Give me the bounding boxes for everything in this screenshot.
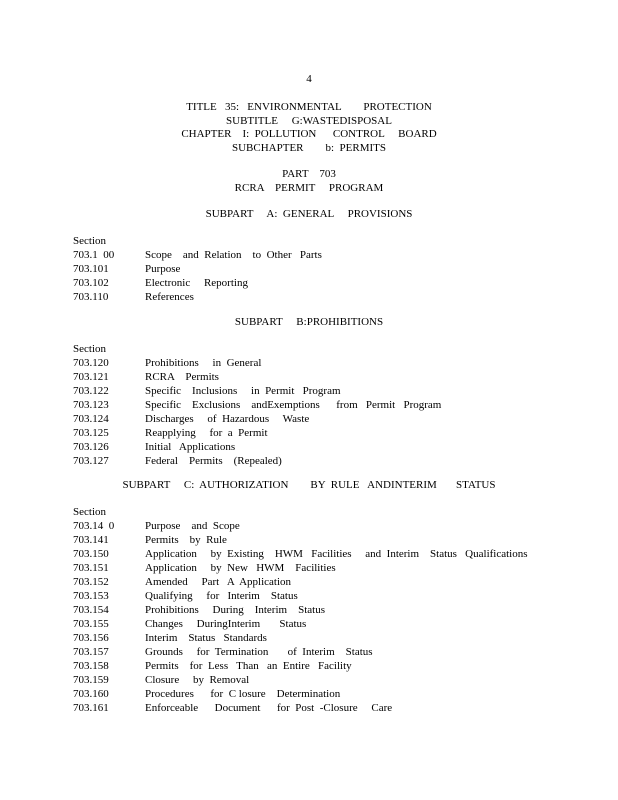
section-title: Purpose and Scope (145, 520, 240, 532)
section-title: Grounds for Termination of Interim Status (145, 646, 373, 658)
part-line: PART 703 (282, 168, 336, 180)
section-number: 703.150 (73, 548, 109, 560)
section-number: 703.156 (73, 632, 109, 644)
section-title: Reapplying for a Permit (145, 427, 268, 439)
title-line: TITLE 35: ENVIRONMENTAL PROTECTION (186, 101, 432, 113)
section-title: Closure by Removal (145, 674, 250, 686)
section-number: 703.121 (73, 371, 109, 383)
section-title: Application by Existing HWM Facilities and Interim Status Qualifications (145, 548, 528, 560)
section-title: Purpose (145, 263, 181, 275)
section-column-label: Section (73, 506, 106, 518)
section-number: 703.126 (73, 441, 109, 453)
section-title: Permits for Less Than an Entire Facility (145, 660, 352, 672)
section-title: Enforceable Document for Post -Closure Care (145, 702, 393, 714)
section-title: Initial Applications (145, 441, 236, 453)
section-title: Specific Exclusions andExemptions from Permit Program (145, 399, 442, 411)
section-number: 703.152 (73, 576, 109, 588)
section-number: 703.125 (73, 427, 109, 439)
section-number: 703.155 (73, 618, 109, 630)
section-number: 703.124 (73, 413, 109, 425)
section-number: 703.157 (73, 646, 109, 658)
section-number: 703.158 (73, 660, 109, 672)
section-number: 703.151 (73, 562, 109, 574)
section-number: 703.159 (73, 674, 109, 686)
section-number: 703.110 (73, 291, 109, 303)
subpart-heading: SUBPART A: GENERAL PROVISIONS (205, 208, 413, 220)
section-title: RCRA Permits (145, 371, 219, 383)
chapter-line: CHAPTER I: POLLUTION CONTROL BOARD (181, 128, 437, 140)
section-title: Permits by Rule (145, 534, 227, 546)
section-title: Electronic Reporting (145, 277, 248, 289)
section-title: Specific Inclusions in Permit Program (145, 385, 341, 397)
section-title: Qualifying for Interim Status (145, 590, 298, 602)
section-number: 703.154 (73, 604, 109, 616)
section-column-label: Section (73, 343, 106, 355)
section-number: 703.122 (73, 385, 109, 397)
section-title: Prohibitions During Interim Status (145, 604, 325, 616)
section-number: 703.101 (73, 263, 109, 275)
section-number: 703.141 (73, 534, 109, 546)
section-number: 703.102 (73, 277, 109, 289)
section-number: 703.153 (73, 590, 109, 602)
section-title: Federal Permits (Repealed) (145, 455, 282, 467)
section-title: Procedures for C losure Determination (145, 688, 341, 700)
section-number: 703.161 (73, 702, 109, 714)
page-number: 4 (306, 73, 312, 85)
section-title: References (145, 291, 194, 303)
section-title: Amended Part A Application (145, 576, 292, 588)
section-title: Discharges of Hazardous Waste (145, 413, 310, 425)
section-title: Application by New HWM Facilities (145, 562, 336, 574)
subtitle-line: SUBTITLE G:WASTEDISPOSAL (226, 115, 392, 127)
section-number: 703.120 (73, 357, 109, 369)
section-title: Scope and Relation to Other Parts (145, 249, 322, 261)
section-number: 703.160 (73, 688, 109, 700)
section-number: 703.123 (73, 399, 109, 411)
section-title: Changes DuringInterim Status (145, 618, 307, 630)
section-title: Prohibitions in General (145, 357, 262, 369)
subchapter-line: SUBCHAPTER b: PERMITS (231, 142, 387, 154)
part-name-line: RCRA PERMIT PROGRAM (234, 182, 384, 194)
section-number: 703.1 00 (73, 249, 115, 261)
section-column-label: Section (73, 235, 106, 247)
section-number: 703.14 0 (73, 520, 115, 532)
subpart-heading: SUBPART C: AUTHORIZATION BY RULE ANDINTERIM STATUS (122, 479, 496, 491)
section-number: 703.127 (73, 455, 109, 467)
subpart-heading: SUBPART B:PROHIBITIONS (234, 316, 384, 328)
section-title: Interim Status Standards (145, 632, 267, 644)
